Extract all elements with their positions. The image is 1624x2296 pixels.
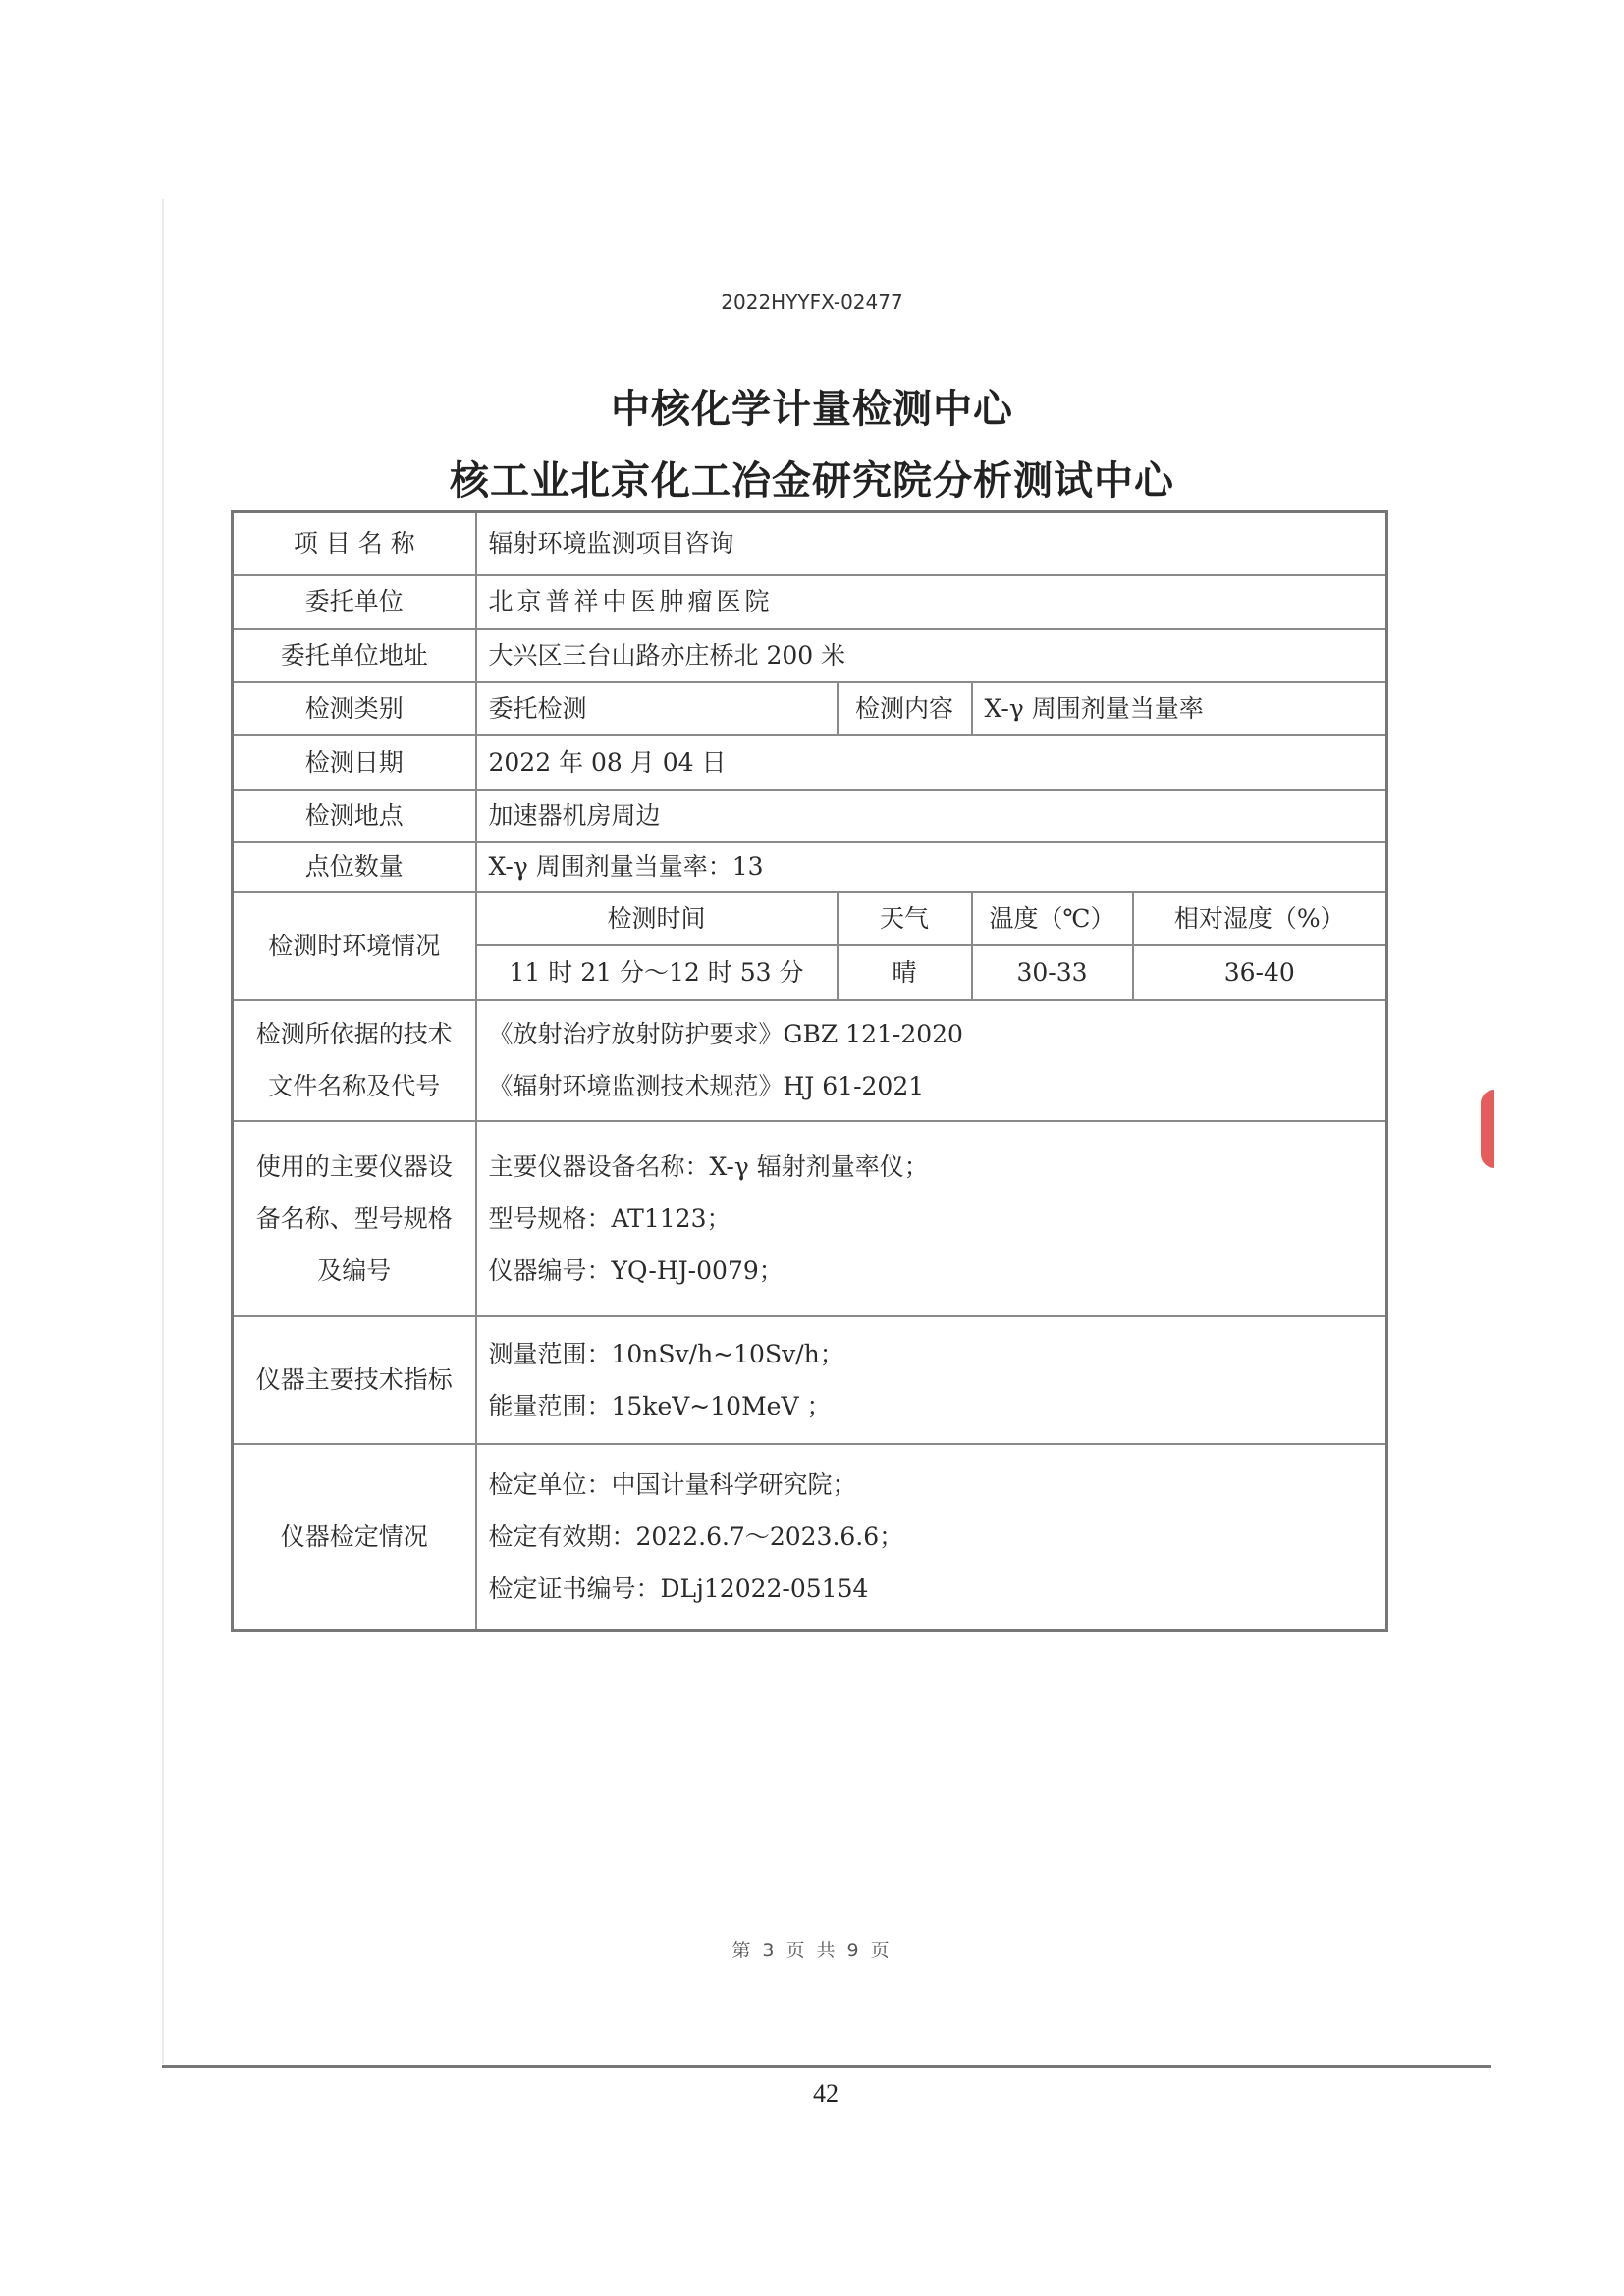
content-label: 检测内容 [838, 682, 972, 735]
instrument-line: 主要仪器设备名称：X-γ 辐射剂量率仪； [488, 1151, 929, 1181]
label-line: 检测所依据的技术 [255, 1020, 453, 1048]
instrument-line: 仪器编号：YQ-HJ-0079； [488, 1255, 784, 1285]
label-line: 及编号 [317, 1255, 392, 1285]
row-specs [233, 1316, 1387, 1444]
row-test-location [233, 790, 1387, 842]
row-project-name [233, 512, 1387, 575]
value-temperature: 30-33 [972, 945, 1133, 1000]
header-weather: 天气 [838, 892, 972, 945]
value [476, 1121, 1387, 1316]
page-number: 42 [813, 2079, 839, 2108]
header-time: 检测时间 [476, 892, 838, 945]
label-line: 使用的主要仪器设 [255, 1151, 453, 1181]
document-number: 2022HYYFX-02477 [721, 291, 903, 314]
instrument-line: 型号规格：AT1123； [488, 1203, 731, 1233]
value: 2022 年 08 月 04 日 [476, 735, 1387, 790]
row-environment-header [233, 892, 1387, 945]
label: 委托单位 [233, 575, 476, 629]
label: 检测地点 [233, 790, 476, 842]
value: X-γ 周围剂量当量率：13 [476, 842, 1387, 892]
red-seal-fragment [1481, 1090, 1494, 1168]
content-value: X-γ 周围剂量当量率 [972, 682, 1387, 735]
value-time: 11 时 21 分～12 时 53 分 [476, 945, 838, 1000]
row-test-type [233, 682, 1387, 735]
value-humidity: 36-40 [1133, 945, 1387, 1000]
spec-line: 能量范围：15keV~10MeV ； [488, 1391, 832, 1420]
divider [162, 2065, 1491, 2068]
label: 检测类别 [233, 682, 476, 735]
row-test-date [233, 735, 1387, 790]
spec-line: 测量范围：10nSv/h~10Sv/h； [488, 1339, 844, 1368]
standard-line: 《放射治疗放射防护要求》GBZ 121-2020 [488, 1020, 963, 1048]
label: 项 目 名 称 [233, 512, 476, 575]
title-line-1: 中核化学计量检测中心 [611, 387, 1013, 432]
label: 委托单位地址 [233, 629, 476, 682]
label-line: 备名称、型号规格 [255, 1203, 453, 1233]
value [476, 1000, 1387, 1121]
header-temperature: 温度（℃） [972, 892, 1133, 945]
label: 仪器主要技术指标 [233, 1316, 476, 1444]
calibration-line: 检定证书编号：DLj12022-05154 [488, 1575, 869, 1604]
row-client-address [233, 629, 1387, 682]
value-weather: 晴 [838, 945, 972, 1000]
row-instrument [233, 1121, 1387, 1316]
value: 北京普祥中医肿瘤医院 [476, 575, 1387, 629]
label: 点位数量 [233, 842, 476, 892]
page-info: 第 3 页 共 9 页 [731, 1940, 893, 1961]
row-point-count [233, 842, 1387, 892]
label: 检测时环境情况 [233, 892, 476, 1000]
row-client [233, 575, 1387, 629]
row-calibration [233, 1444, 1387, 1631]
title-line-2: 核工业北京化工冶金研究院分析测试中心 [450, 458, 1174, 504]
calibration-line: 检定单位：中国计量科学研究院； [488, 1470, 857, 1500]
report-info-table [231, 510, 1388, 1632]
label [233, 1000, 476, 1121]
label-line: 文件名称及代号 [268, 1072, 441, 1100]
label: 检测日期 [233, 735, 476, 790]
row-standards [233, 1000, 1387, 1121]
label: 仪器检定情况 [233, 1444, 476, 1631]
value [476, 1444, 1387, 1631]
value: 委托检测 [476, 682, 838, 735]
standard-line: 《辐射环境监测技术规范》HJ 61-2021 [488, 1072, 925, 1100]
value: 加速器机房周边 [476, 790, 1387, 842]
value: 大兴区三台山路亦庄桥北 200 米 [476, 629, 1387, 682]
calibration-line: 检定有效期：2022.6.7～2023.6.6； [488, 1522, 904, 1552]
label [233, 1121, 476, 1316]
value: 辐射环境监测项目咨询 [476, 512, 1387, 575]
header-humidity: 相对湿度（%） [1133, 892, 1387, 945]
value [476, 1316, 1387, 1444]
